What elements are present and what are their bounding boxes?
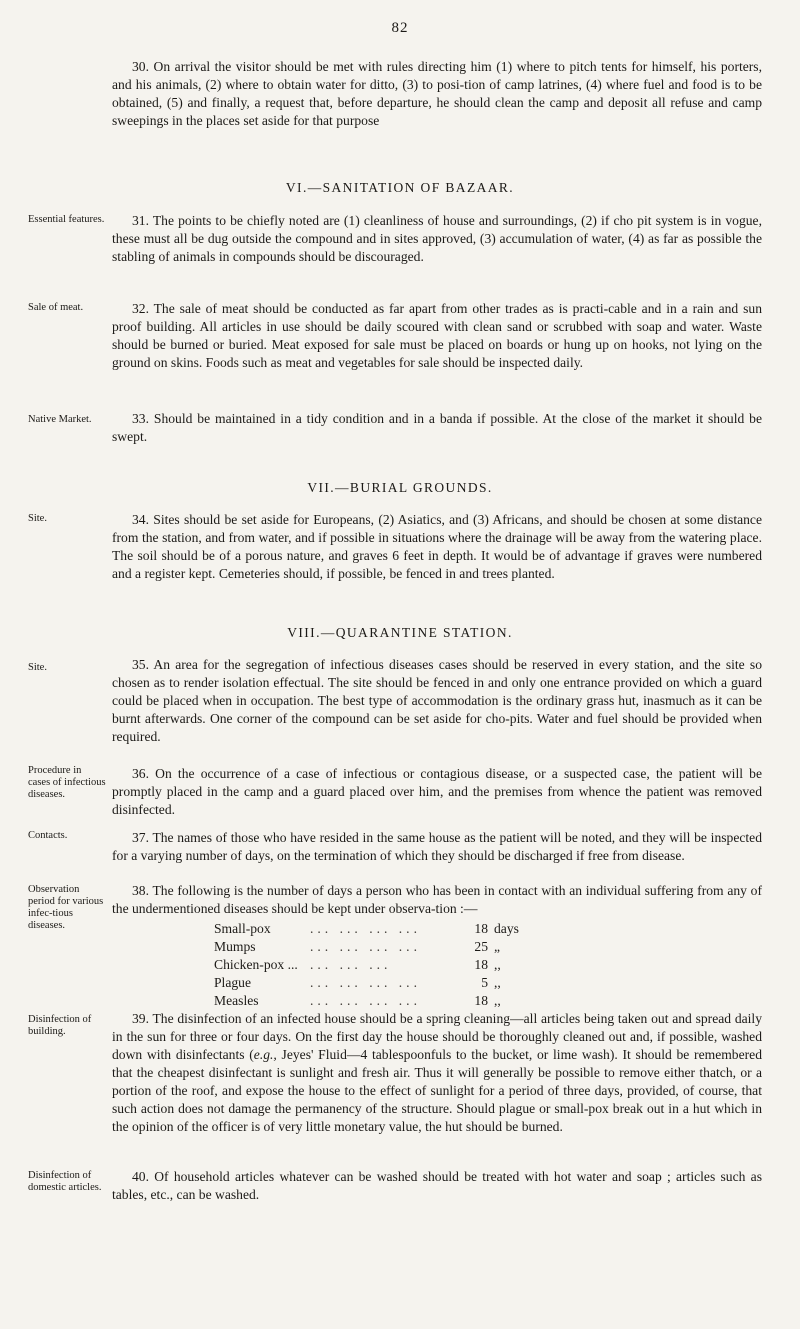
- observation-days: 18: [474, 993, 488, 1008]
- margin-note-observation: Observation period for various infec-tious diseases.: [28, 884, 104, 931]
- observation-row-small-pox: [214, 920, 594, 938]
- paragraph-30: 30. On arrival the visitor should be met with rules directing him (1) where to pitch tents for himself, his porters, and his animals, (2) where to obtain water for ditto, (3) to posi-tion of camp latrines, (4) where fuel and food is to be obtained, (5) and finally, a request that, before departure, he should clean the camp and deposit all refuse and camp sweepings in the places set aside for that purpose: [112, 59, 762, 128]
- paragraph-34: 34. Sites should be set aside for Europeans, (2) Asiatics, and (3) Africans, and should be chosen at some distance from the station, and from water, and if possible in situations where the drainage will be away from the watering place. The soil should be of a porous nature, and graves 6 feet in depth. It would be of advantage if graves were numbered and a register kept. Cemeteries should, if possible, be fenced in and trees planted.: [112, 512, 762, 581]
- observation-leader-dots: ... ... ... ...: [310, 939, 421, 954]
- paragraph-39-start: 39. The disinfection of an infected house should be a spring cleaning—all articles being taken out and spread daily in the sun for three or four days. On the first day the house should be thoroughly cleaned out and, if possible, washed down with disinfectants (: [112, 1011, 762, 1062]
- observation-disease: Mumps: [214, 939, 256, 954]
- observation-leader-dots: ... ... ... ...: [310, 993, 421, 1008]
- paragraph-39-rest: Jeyes' Fluid—4 tablespoonfuls to the bucket, or lime wash). It should be remembered that the cheapest disinfectant is sunlight and fresh air. Thus it will generally be possible to remove either thatch, or a portion of the roof, and expose the house to the effect of sunlight for a period of three days, provided, of course, that such action does not damage the permanency of the structure. Should plague or small-pox break out in a hut which in the opinion of the officer is of very little monetary value, the hut should be burned.: [112, 1047, 762, 1134]
- paragraph-37: 37. The names of those who have resided in the same house as the patient will be noted, and they will be inspected for a varying number of days, on the termination of which they should be discharged if free from disease.: [112, 830, 762, 863]
- observation-days: 5: [481, 975, 488, 990]
- margin-note-disinfection-articles: Disinfection of domestic articles.: [28, 1170, 102, 1193]
- margin-note-site-burial: Site.: [28, 513, 47, 524]
- paragraph-39-eg: e.g.,: [253, 1047, 277, 1062]
- paragraph-31: 31. The points to be chiefly noted are (1) cleanliness of house and surroundings, (2) if cho pit system is in vogue, these must all be dug outside the compound and in sites approved, (3) accumulation of water, (4) as far as possible the stabling of animals in compounds should be discouraged.: [112, 213, 762, 264]
- observation-unit: „: [494, 939, 501, 954]
- observation-leader-dots: ... ... ...: [310, 957, 392, 972]
- margin-note-site-quarantine: Site.: [28, 662, 47, 673]
- margin-note-native-market: Native Market.: [28, 414, 92, 425]
- observation-unit: days: [494, 921, 519, 936]
- heading-sanitation: VI.—SANITATION OF BAZAAR.: [285, 180, 515, 195]
- observation-days: 25: [474, 939, 488, 954]
- observation-unit: ,,: [494, 975, 501, 990]
- margin-note-sale-of-meat: Sale of meat.: [28, 302, 84, 313]
- paragraph-36: 36. On the occurrence of a case of infectious or contagious disease, or a suspected case, the patient will be promptly placed in the camp and a guard placed over him, and the premises from whence the patient was removed disinfected.: [112, 766, 762, 817]
- observation-disease: Plague: [214, 975, 251, 990]
- observation-disease: Measles: [214, 993, 259, 1008]
- margin-note-procedure: Procedure in cases of infectious diseases.: [28, 765, 106, 800]
- margin-note-essential: Essential features.: [28, 214, 105, 225]
- observation-leader-dots: ... ... ... ...: [310, 975, 421, 990]
- paragraph-32: 32. The sale of meat should be conducted as far apart from other trades as is practi-cable and in a rain and sun proof building. All articles in use should be daily scoured with clean sand or scrubbed with soap and water. Waste should be burned or buried. Meat exposed for sale must be placed on boards or hung up on hooks, not lying on the ground on skins. Foods such as meat and vegetables for sale should be inspected daily.: [112, 301, 762, 370]
- observation-unit: ,,: [494, 957, 501, 972]
- observation-row-chicken-pox: [214, 956, 594, 974]
- observation-unit: ,,: [494, 993, 501, 1008]
- observation-days: 18: [474, 921, 488, 936]
- page-number: 82: [391, 20, 409, 36]
- observation-disease: Small-pox: [214, 921, 271, 936]
- observation-row-mumps: [214, 938, 594, 956]
- margin-note-contacts: Contacts.: [28, 830, 68, 841]
- paragraph-40: 40. Of household articles whatever can be washed should be treated with hot water and soap ; articles such as tables, etc., can be washed.: [112, 1169, 762, 1202]
- paragraph-39: [112, 1010, 762, 1136]
- heading-quarantine-station: VIII.—QUARANTINE STATION.: [287, 625, 513, 640]
- observation-row-measles: [214, 992, 594, 1010]
- paragraph-35: 35. An area for the segregation of infectious diseases cases should be reserved in every station, and the site so chosen as to render isolation effectual. The site should be fenced in and only one entrance provided on which a guard could be placed when in occupation. The best type of accommodation is the ordinary grass hut, inasmuch as it can be burnt afterwards. One corner of the compound can be set aside for cho-pits. Water and fuel should be provided when required.: [112, 657, 762, 744]
- heading-burial-grounds: VII.—BURIAL GROUNDS.: [307, 480, 493, 495]
- observation-leader-dots: ... ... ... ...: [310, 921, 421, 936]
- observation-row-plague: [214, 974, 594, 992]
- paragraph-33: 33. Should be maintained in a tidy condition and in a banda if possible. At the close of the market it should be swept.: [112, 411, 762, 444]
- paragraph-38: 38. The following is the number of days a person who has been in contact with an individual suffering from any of the undermentioned diseases should be kept under observa-tion :—: [112, 883, 762, 916]
- observation-days: 18: [474, 957, 488, 972]
- margin-note-disinfection-building: Disinfection of building.: [28, 1014, 92, 1037]
- observation-disease: Chicken-pox ...: [214, 957, 298, 972]
- observation-table: [214, 920, 594, 1010]
